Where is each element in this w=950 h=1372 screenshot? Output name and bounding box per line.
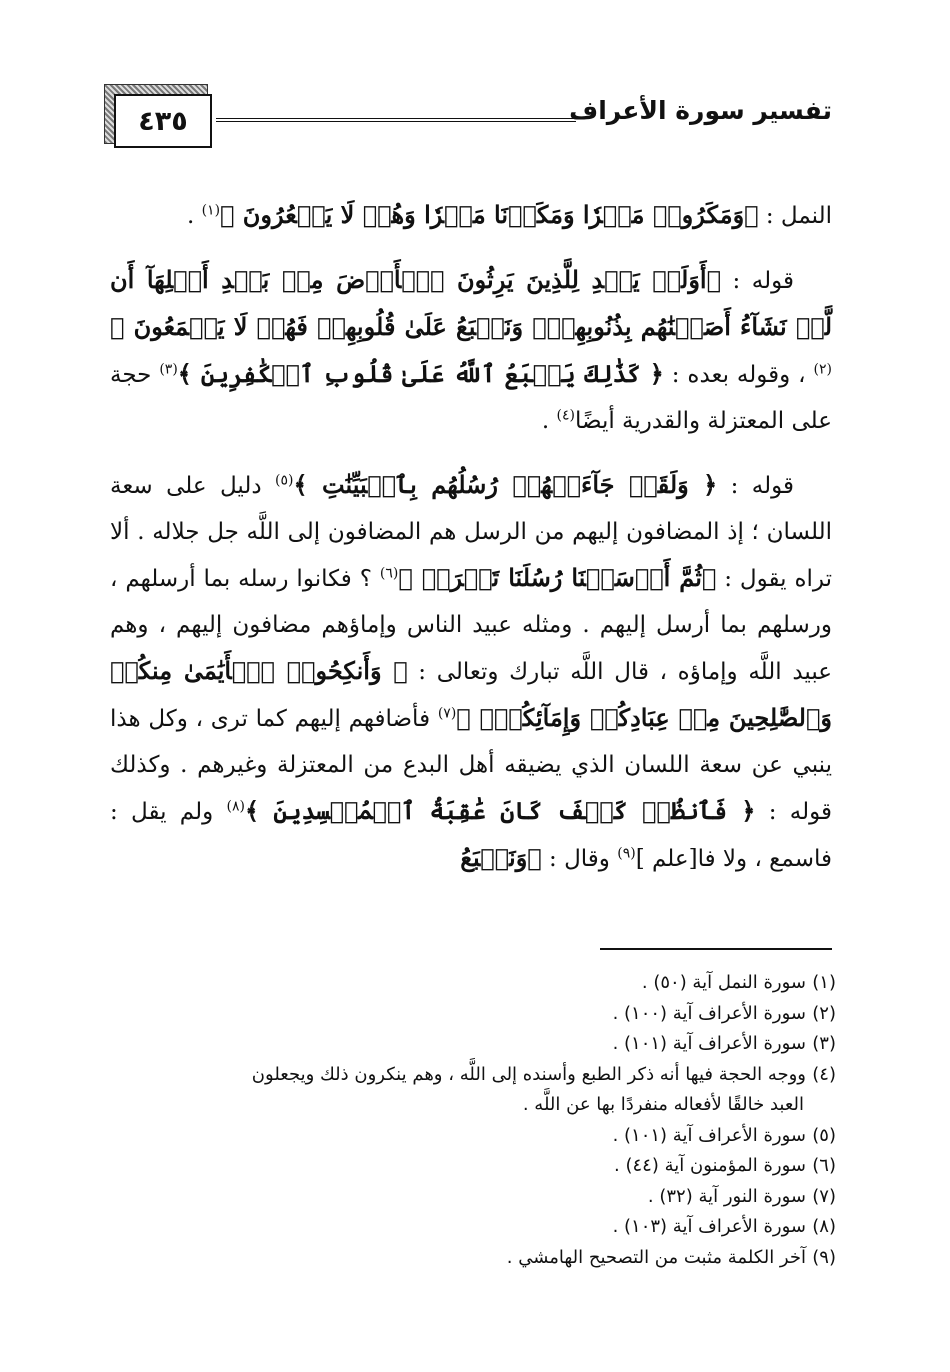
footnote-text: سورة الأعراف آية (١٠٠) . [612, 1002, 806, 1024]
body-text-run: قوله : [720, 268, 794, 294]
footnote [96, 1029, 836, 1060]
body-paragraph [110, 192, 832, 239]
quran-verse: ﴿وَنَطۡبَعُ [460, 843, 542, 872]
quran-verse: ﴿ وَلَقَدۡ جَآءَتۡهُمۡ رُسُلُهُم بِٱلۡبَيِّنَٰتِ ﴾ [293, 470, 718, 499]
footnote-text: سورة الأعراف آية (١٠١) . [612, 1033, 806, 1054]
body-text-run: ، وقوله بعده : [663, 362, 814, 388]
footnote [96, 1212, 836, 1243]
body-text-run: . [541, 408, 557, 434]
body-text-run: النمل : [758, 203, 832, 229]
body-text-run: دليل على سعة اللسان ؛ إذ المضافون إليهم من الرسل هم المضافون إلى اللَّه جل جلاله . ألا تراه يقول : [110, 473, 832, 592]
footnote-reference: (٥) [275, 472, 294, 489]
footnote [96, 1151, 836, 1182]
footnotes [96, 968, 836, 1273]
header-rule [216, 118, 576, 122]
footnote [96, 968, 836, 999]
footnote-text: سورة النور آية (٣٢) . [647, 1185, 806, 1207]
quran-verse: ﴿ثُمَّ أَرۡسَلۡنَا رُسُلَنَا تَتۡرَاۖ ﴾ [398, 563, 717, 592]
page-number-box [114, 94, 212, 148]
footnote-text: آخر الكلمة مثبت من التصحيح الهامشي . [506, 1246, 806, 1268]
footnote-reference: (٩) [617, 845, 636, 862]
body-text-run: ولم يقل : فاسمع ، ولا فا[علم ] [110, 799, 832, 872]
footnote-reference: (٨) [226, 798, 245, 815]
footnote-reference: (٣) [159, 361, 178, 378]
body-text-run: قوله : [717, 473, 794, 499]
running-title: تفسير سورة الأعراف [569, 96, 832, 125]
footnote-reference: (٧) [437, 705, 457, 722]
footnote-reference: (٦) [379, 565, 399, 582]
quran-verse: ﴿وَمَكَرُوا۟ مَكۡرٗا وَمَكَرۡنَا مَكۡرٗا وَهُمۡ لَا يَشۡعُرُونَ ﴾ [220, 200, 759, 229]
footnote-number: (٨) [812, 1216, 836, 1237]
footnote-reference: (٢) [813, 361, 832, 378]
footnote-text: سورة المؤمنون آية (٤٤) . [614, 1155, 806, 1176]
footnote-number: (١) [812, 972, 836, 993]
page-number: ٤٣٥ [138, 105, 188, 137]
footnote-number: (٥) [812, 1124, 836, 1146]
body-text-run: حجة على المعتزلة والقدرية أيضًا [110, 362, 832, 434]
quran-verse: ﴿ كَذَٰلِكَ يَطۡبَعُ ٱللَّهُ عَلَىٰ قُلُوبِ ٱلۡكَٰفِرِينَ ﴾ [177, 359, 664, 388]
footnote-number: (٩) [812, 1246, 836, 1268]
main-text [110, 192, 832, 900]
body-paragraph [110, 257, 832, 444]
footnote-text: ووجه الحجة فيها أنه ذكر الطبع وأسنده إلى اللَّه ، وهم ينكرون ذلك ويجعلون [251, 1063, 806, 1085]
body-text-run: فأضافهم إليهم كما ترى ، وكل هذا ينبي عن سعة اللسان الذي يضيقه أهل البدع من المعتزلة وغيرهم . وكذلك قوله : [110, 706, 832, 825]
footnote [96, 1121, 836, 1152]
footnote-reference: (١) [201, 202, 221, 219]
footnote [96, 1182, 836, 1213]
footnote-separator [600, 948, 832, 950]
footnote-number: (٣) [812, 1033, 836, 1054]
quran-verse: ﴿أَوَلَمۡ يَهۡدِ لِلَّذِينَ يَرِثُونَ ٱلۡأَرۡضَ مِنۢ بَعۡدِ أَهۡلِهَآ أَن لَّوۡ نَشَآءُ أَصَبۡنَٰهُم بِذُنُوبِهِمۡۚ وَنَطۡبَعُ عَلَىٰ قُلُوبِهِمۡ فَهُمۡ لَا يَسۡمَعُونَ ﴾ [110, 265, 833, 341]
footnote-continuation: العبد خالقًا لأفعاله منفردًا بها عن اللَّه . [522, 1094, 804, 1115]
footnote [96, 1243, 836, 1274]
footnote-reference: (٤) [556, 407, 575, 424]
footnote-text: سورة الأعراف آية (١٠١) . [612, 1124, 806, 1146]
body-text-run: ؟ فكانوا رسله بما أرسلهم ، ورسلهم بما أرسل إليهم . ومثله عبيد الناس وإماؤهم مضافون إليهم ، وهم عبيد اللَّه وإماؤه ، قال اللَّه تبارك وتعالى : [110, 566, 833, 685]
footnote [96, 999, 836, 1030]
quran-verse: ﴿ وَأَنكِحُوا۟ ٱلۡأَيَٰمَىٰ مِنكُمۡ وَٱلصَّٰلِحِينَ مِنۡ عِبَادِكُمۡ وَإِمَآئِكُمۡۚ ﴾ [110, 656, 832, 732]
quran-verse: ﴿ فَٱنظُرۡ كَيۡفَ كَانَ عَٰقِبَةُ ٱلۡمُفۡسِدِينَ ﴾ [244, 796, 756, 825]
footnote-text: سورة الأعراف آية (١٠٣) . [612, 1216, 806, 1237]
footnote-text: سورة النمل آية (٥٠) . [641, 972, 806, 993]
footnote-number: (٧) [812, 1185, 836, 1207]
footnote-number: (٦) [812, 1155, 836, 1176]
body-text-run: . [186, 203, 202, 229]
body-paragraph [110, 462, 832, 882]
footnote-number: (٤) [812, 1063, 836, 1085]
footnote-number: (٢) [812, 1002, 836, 1024]
body-text-run: وقال : [541, 846, 618, 872]
footnote [96, 1060, 836, 1121]
